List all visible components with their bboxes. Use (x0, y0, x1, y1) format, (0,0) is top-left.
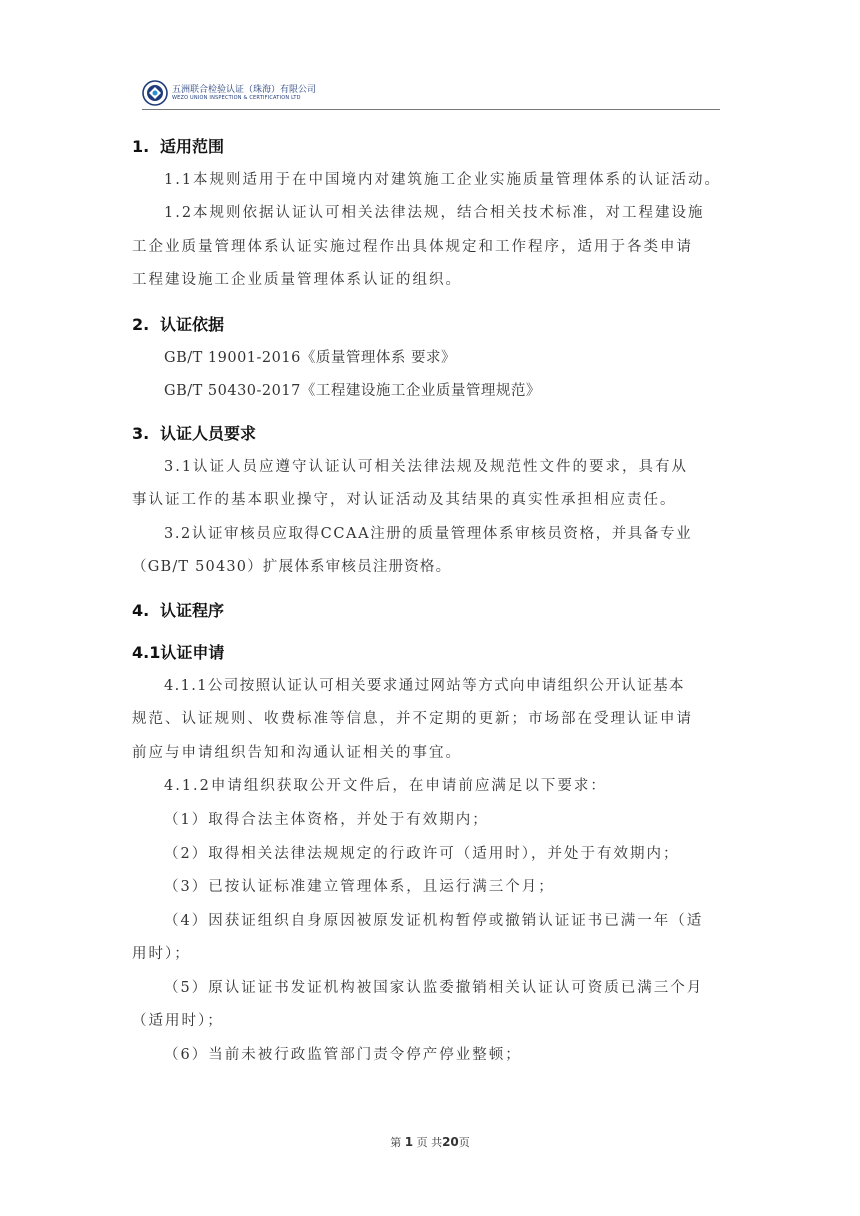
section-title: 认证程序 (160, 601, 225, 620)
list-item: （4）因获证组织自身原因被原发证机构暂停或撤销认证证书已满一年（适 (164, 913, 704, 929)
list-item: （3）已按认证标准建立管理体系，且运行满三个月； (164, 879, 555, 895)
footer-suffix: 页 (458, 1136, 470, 1149)
section-number: 1. (132, 137, 150, 156)
section-title: 适用范围 (160, 137, 225, 156)
section-number: 4.1 (132, 643, 161, 662)
paragraph-line: 1.1本规则适用于在中国境内对建筑施工企业实施质量管理体系的认证活动。 (164, 172, 722, 188)
list-item-continuation: 用时）； (132, 946, 191, 962)
list-item: （1）取得合法主体资格，并处于有效期内； (164, 812, 489, 828)
section-heading-4 (132, 598, 224, 621)
page-header (142, 80, 720, 110)
section-number: 4. (132, 601, 150, 620)
standard-reference: GB/T 19001-2016《质量管理体系 要求》 (164, 350, 456, 366)
section-heading-3 (132, 421, 256, 444)
paragraph-line: （GB/T 50430）扩展体系审核员注册资格。 (132, 559, 452, 575)
list-item-continuation: （适用时）； (132, 1013, 224, 1029)
section-number: 3. (132, 424, 150, 443)
paragraph-line: 工程建设施工企业质量管理体系认证的组织。 (132, 272, 462, 288)
section-title: 认证依据 (160, 315, 225, 334)
footer-middle: 页 共 (416, 1136, 443, 1149)
paragraph-line: 1.2本规则依据认证认可相关法律法规，结合相关技术标准，对工程建设施 (164, 205, 705, 221)
paragraph-line: 3.2认证审核员应取得CCAA注册的质量管理体系审核员资格，并具备专业 (164, 526, 693, 542)
paragraph-line: 前应与申请组织告知和沟通认证相关的事宜。 (132, 745, 462, 761)
paragraph-line: 事认证工作的基本职业操守，对认证活动及其结果的真实性承担相应责任。 (132, 492, 677, 508)
list-item: （6）当前未被行政监管部门责令停产停业整顿； (164, 1047, 522, 1063)
page-total: 20 (442, 1135, 459, 1149)
company-logo-icon (142, 80, 168, 106)
section-number: 2. (132, 315, 150, 334)
section-heading-1 (132, 134, 224, 157)
company-name-en: WEZO UNION INSPECTION & CERTIFICATION LTD (172, 95, 301, 101)
subsection-heading-4-1 (132, 640, 224, 663)
header-divider (142, 109, 720, 110)
list-item: （5）原认证证书发证机构被国家认监委撤销相关认证认可资质已满三个月 (164, 980, 704, 996)
paragraph-line: 3.1认证人员应遵守认证认可相关法律法规及规范性文件的要求，具有从 (164, 459, 689, 475)
page-footer (0, 1134, 860, 1150)
section-title: 认证申请 (160, 643, 225, 662)
paragraph-line: 规范、认证规则、收费标准等信息，并不定期的更新；市场部在受理认证申请 (132, 711, 693, 727)
standard-reference: GB/T 50430-2017《工程建设施工企业质量管理规范》 (164, 383, 541, 399)
company-name-cn: 五洲联合检验认证（珠海）有限公司 (172, 85, 317, 95)
section-heading-2 (132, 312, 224, 335)
paragraph-line: 工企业质量管理体系认证实施过程作出具体规定和工作程序，适用于各类申请 (132, 239, 693, 255)
paragraph-line: 4.1.1公司按照认证认可相关要求通过网站等方式向申请组织公开认证基本 (164, 678, 685, 694)
footer-prefix: 第 (390, 1136, 402, 1149)
paragraph-line: 4.1.2申请组织获取公开文件后，在申请前应满足以下要求： (164, 778, 607, 794)
section-title: 认证人员要求 (160, 424, 257, 443)
page-number: 1 (404, 1135, 414, 1149)
list-item: （2）取得相关法律法规规定的行政许可（适用时），并处于有效期内； (164, 846, 680, 862)
